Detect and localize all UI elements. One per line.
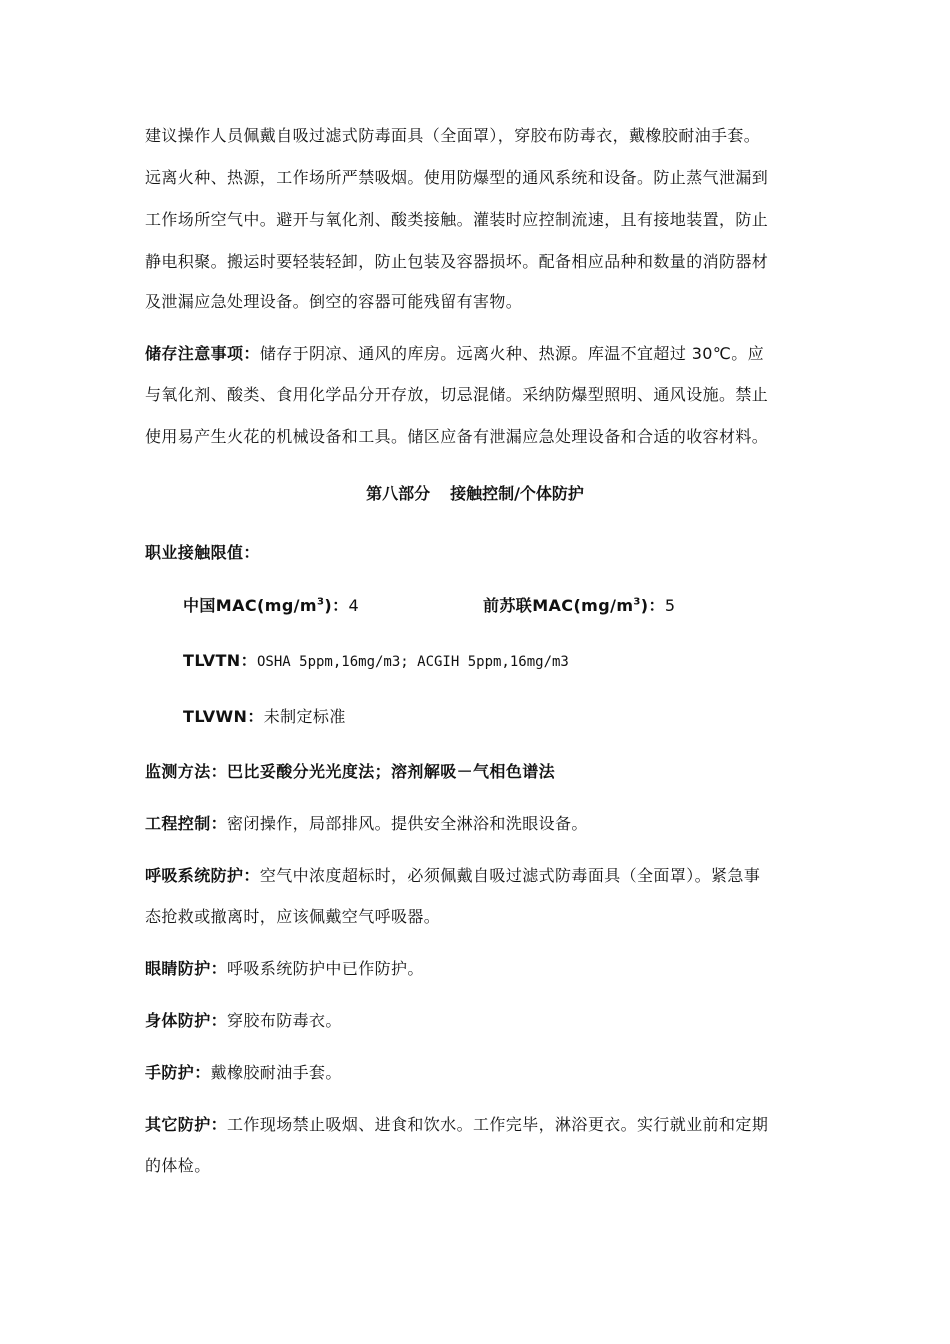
ussr-mac-line — [483, 596, 675, 616]
china-mac-label: 中国$MAC(mg/m^3)$： — [183, 596, 349, 615]
handling-line-3: 工作场所空气中。避开与氧化剂、酸类接触。灌装时应控制流速，且有接地装置，防止 — [145, 210, 769, 229]
tlvtn-value: OSHA 5ppm,16mg/m3; ACGIH 5ppm,16mg/m3 — [257, 654, 569, 670]
storage-line-2: 与氧化剂、酸类、食用化学品分开存放，切忌混储。采纳防爆型照明、通风设施。禁止 — [145, 385, 769, 404]
section-part: 第八部分 — [366, 484, 431, 503]
eye-value: 呼吸系统防护中已作防护。 — [227, 959, 424, 978]
storage-label: 储存注意事项： — [145, 344, 260, 363]
handling-line-4: 静电积聚。搬运时要轻装轻卸，防止包装及容器损坏。配备相应品种和数量的消防器材 — [145, 252, 769, 271]
engineering-value: 密闭操作，局部排风。提供安全淋浴和洗眼设备。 — [227, 814, 588, 833]
hand-value: 戴橡胶耐油手套。 — [210, 1063, 342, 1082]
section-title: 接触控制/个体防护 — [450, 484, 584, 503]
body-value: 穿胶布防毒衣。 — [227, 1011, 342, 1030]
eye-line — [145, 959, 424, 979]
storage-line-3: 使用易产生火花的机械设备和工具。储区应备有泄漏应急处理设备和合适的收容材料。 — [145, 427, 769, 446]
engineering-label: 工程控制： — [145, 814, 228, 833]
respiratory-line-2: 态抢救或撤离时，应该佩戴空气呼吸器。 — [145, 907, 441, 926]
other-label: 其它防护： — [145, 1115, 228, 1134]
ussr-mac-label: 前苏联$MAC(mg/m^3)$： — [483, 596, 665, 615]
respiratory-line-1 — [145, 866, 760, 886]
storage-text-1: 储存于阴凉、通风的库房。远离火种、热源。库温不宜超过 30℃。应 — [259, 344, 765, 363]
handling-line-5: 及泄漏应急处理设备。倒空的容器可能残留有害物。 — [145, 292, 523, 311]
hand-line — [145, 1063, 342, 1083]
tlvwn-line — [183, 707, 346, 727]
china-mac-value: 4 — [348, 596, 360, 615]
ussr-mac-value: 5 — [664, 596, 676, 615]
engineering-line — [145, 814, 588, 834]
tlvtn-line — [183, 651, 569, 672]
body-line — [145, 1011, 342, 1031]
handling-line-1: 建议操作人员佩戴自吸过滤式防毒面具（全面罩），穿胶布防毒衣，戴橡胶耐油手套。 — [145, 126, 761, 145]
exposure-label: 职业接触限值： — [145, 543, 260, 562]
handling-line-2: 远离火种、热源，工作场所严禁吸烟。使用防爆型的通风系统和设备。防止蒸气泄漏到 — [145, 168, 769, 187]
section-heading — [0, 484, 950, 504]
storage-line-1 — [145, 344, 764, 364]
other-line-1 — [145, 1115, 768, 1135]
tlvwn-label: TLVWN： — [183, 707, 264, 726]
respiratory-label: 呼吸系统防护： — [145, 866, 260, 885]
tlvwn-value: 未制定标准 — [263, 707, 346, 726]
monitoring-label: 监测方法： — [145, 762, 228, 781]
china-mac-line — [183, 596, 359, 616]
tlvtn-label: TLVTN： — [183, 651, 257, 670]
other-line-2: 的体检。 — [145, 1156, 211, 1175]
body-label: 身体防护： — [145, 1011, 228, 1030]
monitoring-value: 巴比妥酸分光光度法；溶剂解吸－气相色谱法 — [227, 762, 556, 781]
monitoring-line — [145, 762, 555, 782]
other-text-1: 工作现场禁止吸烟、进食和饮水。工作完毕，淋浴更衣。实行就业前和定期 — [227, 1115, 769, 1134]
hand-label: 手防护： — [145, 1063, 211, 1082]
respiratory-text-1: 空气中浓度超标时，必须佩戴自吸过滤式防毒面具（全面罩）。紧急事 — [259, 866, 761, 885]
eye-label: 眼睛防护： — [145, 959, 228, 978]
